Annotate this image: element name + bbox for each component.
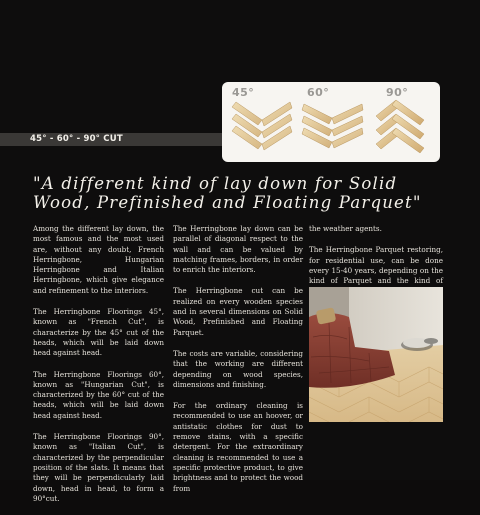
angle-label-90: 90° <box>386 86 409 99</box>
paragraph: For the ordinary cleaning is recommended to use an hoover, or antistatic clothes for dust to remove stains, with a specific detergent. For the extraordinary cleaning is recommended to use a specific protective product, to give brightness and to protect the wood from <box>173 401 303 493</box>
paragraph: The costs are variable, considering that the working are different depending on wood species, dimensions and finishing. <box>173 348 303 389</box>
herringbone-cut-diagram <box>222 82 440 162</box>
paragraph: the weather agents. <box>309 224 382 233</box>
paragraph: The Herringbone Floorings 90°, known as "Italian Cut", is characterized by the perpendicular position of the slats. It means that they will be perpendicularly laid down, head in head, to form a 90°cut. <box>33 432 164 503</box>
angle-label-60: 60° <box>307 86 330 99</box>
interior-photo-image <box>309 287 443 422</box>
interior-photo <box>309 287 443 422</box>
text-column-2 <box>173 224 303 505</box>
paragraph: The Herringbone Floorings 60°, known as "Hungarian Cut", is characterized by the 60° cut of the heads, which will be laid down head against head. <box>33 369 164 420</box>
herringbone-45-icon <box>228 98 294 158</box>
paragraph: The Herringbone Parquet restoring, for residential use, can be done every 15-40 years, depending on the kind of Parquet and the kind of <box>309 245 443 286</box>
herringbone-90-icon <box>370 98 436 158</box>
herringbone-60-icon <box>300 98 366 158</box>
page-headline: "A different kind of lay down for Solid Wood, Prefinished and Floating Parquet" <box>33 174 422 212</box>
section-band-label: 45° - 60° - 90° CUT <box>30 134 123 144</box>
section-band <box>0 133 222 146</box>
text-column-1 <box>33 224 164 515</box>
angle-label-45: 45° <box>232 86 255 99</box>
paragraph: The Herringbone lay down can be parallel of diagonal respect to the wall and can be valued by matching frames, borders, in order to enrich the interiors. <box>173 224 303 275</box>
paragraph: The Herringbone cut can be realized on every wooden species and in several dimensions on Solid Wood, Prefinished and Floating Parquet. <box>173 286 303 337</box>
paragraph: Among the different lay down, the most famous and the most used are, without any doubt, French Herringbone, Hungarian Herringbone and Italian Herringbone, which give elegance and refinement to the interiors. <box>33 224 164 295</box>
paragraph: The Herringbone Floorings 45°, known as "French Cut", is characterize by the 45° cut of the heads, which will be laid down head against head. <box>33 307 164 358</box>
